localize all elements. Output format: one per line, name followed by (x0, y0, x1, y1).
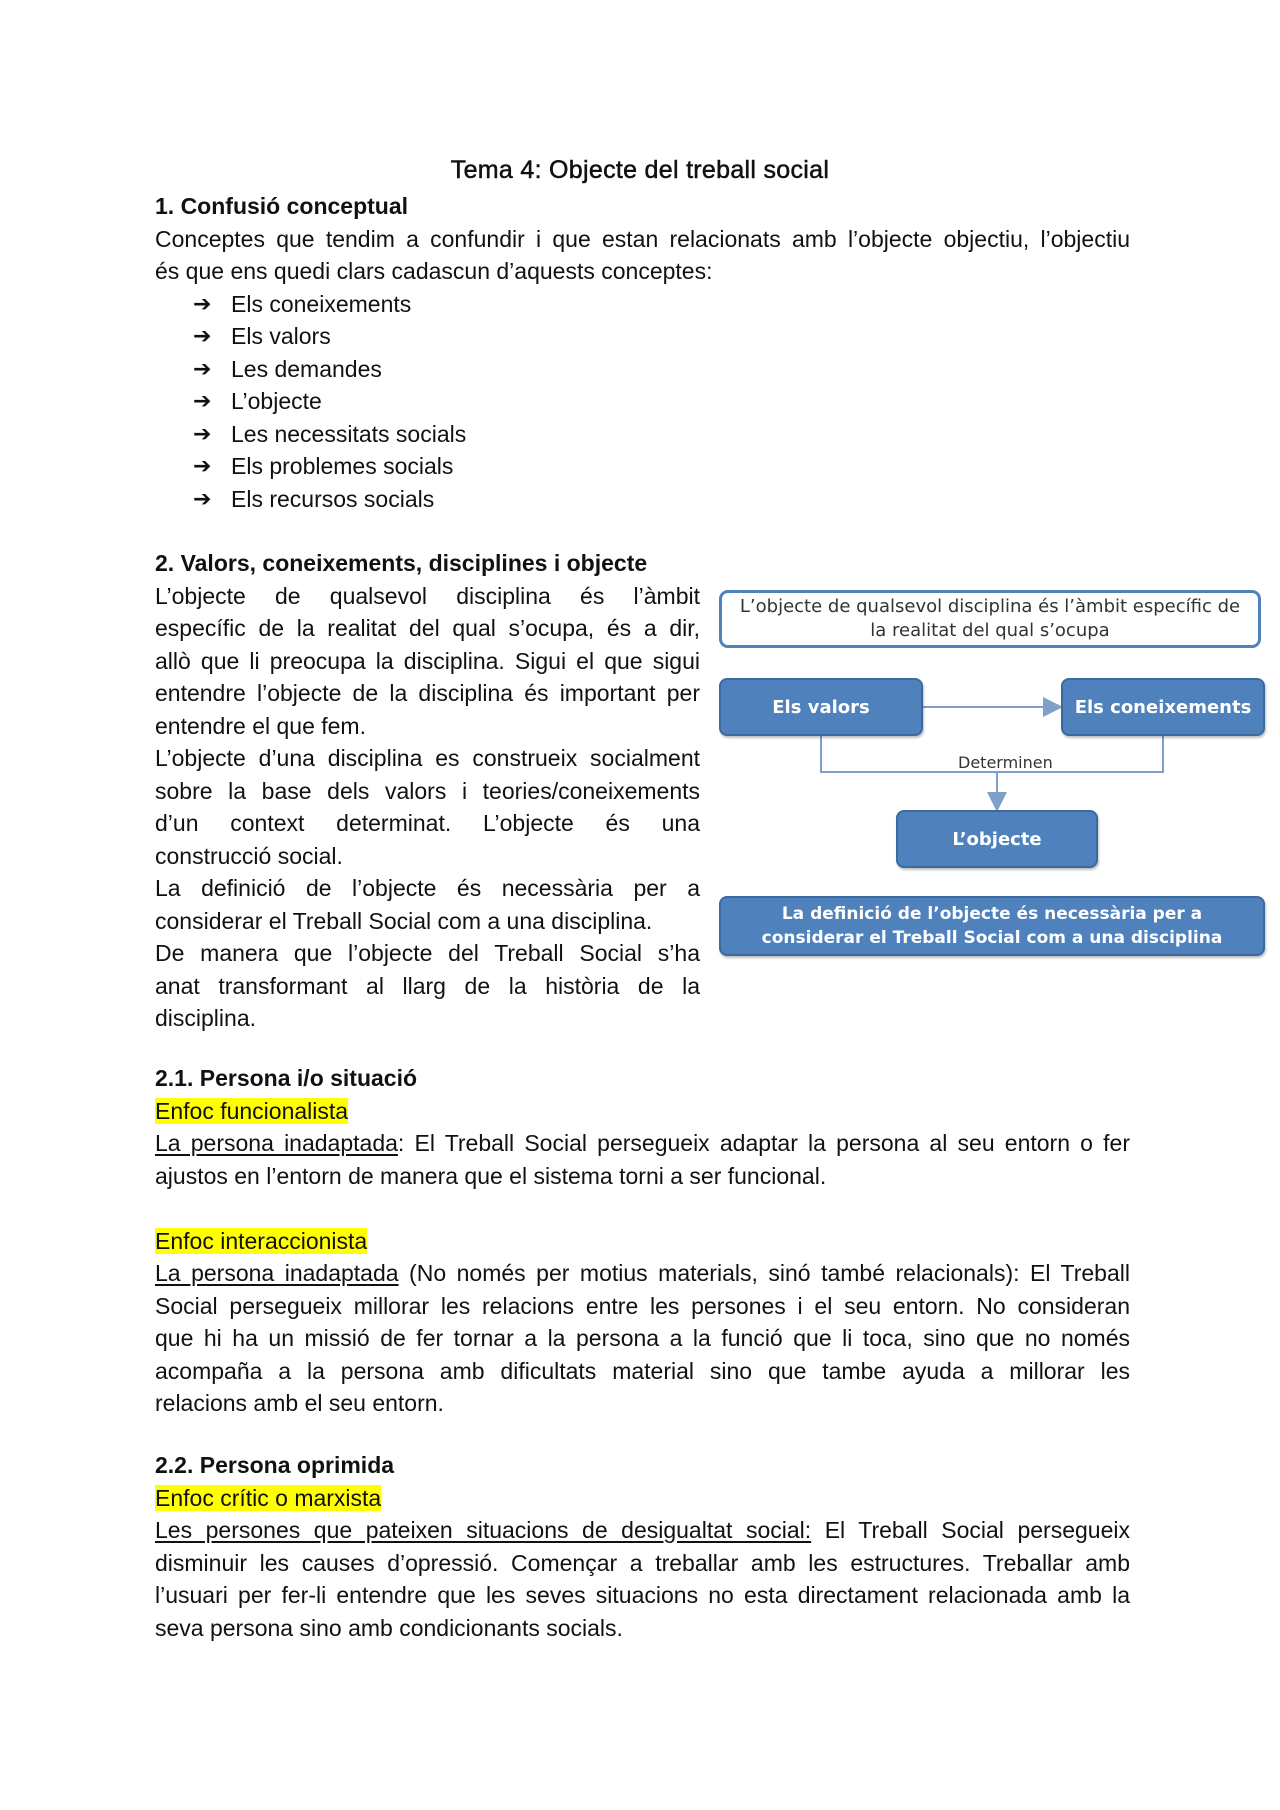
spacer (155, 1192, 1130, 1225)
concept-list-item (155, 418, 1130, 451)
arrow-right-icon: ➔ (193, 420, 212, 446)
objecte-box: L’objecte (896, 810, 1098, 868)
determinen-label: Determinen (958, 753, 1053, 772)
section-2-line: considerar el Treball Social com a una disciplina. (155, 907, 653, 934)
section-2-line: d’un context determinat. L’objecte és una (155, 810, 700, 836)
section-2-line: L’objecte d’una disciplina es construeix socialment (155, 745, 700, 771)
section-2-line: L’objecte de qualsevol disciplina és l’àmbit (155, 582, 700, 609)
concept-list-item (155, 385, 1130, 418)
enfoc-critic-line: disminuir les causes d’opressió. Començar a treballar amb les estructures. Treballar amb (155, 1549, 1130, 1576)
section-2-1 (155, 1062, 1130, 1420)
arrow-right-icon: ➔ (193, 388, 212, 413)
section-1-heading: 1. Confusió conceptual (155, 193, 409, 219)
section-2-line: construcció social. (155, 842, 343, 869)
concept-list (155, 288, 1130, 516)
section-2-line: entendre el que fem. (155, 712, 366, 739)
enfoc-interaccionista-line-1 (155, 1257, 1130, 1290)
section-2-line: específic de la realitat del qual s’ocupa, és a dir, (155, 615, 700, 641)
arrow-right-icon: ➔ (193, 355, 212, 381)
enfoc-critic-last-line: seva persona sino amb condicionants socials. (155, 1614, 623, 1641)
enfoc-funcionalista-line-1-text: : El Treball Social persegueix adaptar la persona al seu entorn o fer (397, 1130, 1131, 1156)
enfoc-critic-line-1 (155, 1514, 1130, 1547)
section-2-line: allò que li preocupa la disciplina. Sigui el que sigui (155, 647, 700, 674)
persona-inadaptada-term-2: La persona inadaptada (155, 1260, 399, 1286)
concept-list-item (155, 353, 1130, 386)
section-2-line: disciplina. (155, 1005, 256, 1031)
section-2-line: sobre la base dels valors i teories/coneixements (155, 777, 700, 804)
enfoc-interaccionista-line: Social persegueix millorar les relacions entre les persones i el seu entorn. No consideran (155, 1292, 1130, 1319)
enfoc-critic-line: l’usuari per fer-li entendre que les seves situacions no esta directament relacionada amb la (155, 1582, 1130, 1608)
concept-list-item (155, 288, 1130, 321)
section-2-2-heading: 2.2. Persona oprimida (155, 1452, 395, 1478)
enfoc-interaccionista-line-1-text: (No només per motius materials, sinó també relacionals): El Treball (398, 1260, 1130, 1286)
section-2-heading: 2. Valors, coneixements, disciplines i objecte (155, 550, 648, 576)
valors-box: Els valors (719, 678, 923, 736)
concept-list-item-text: Les demandes (231, 355, 382, 382)
enfoc-funcionalista-label: Enfoc funcionalista (155, 1097, 349, 1124)
concept-list-item-text: Els coneixements (231, 290, 412, 317)
enfoc-funcionalista-line-1 (155, 1127, 1130, 1160)
conclusion-box: La definició de l’objecte és necessària per a considerar el Treball Social com a una disciplina (719, 896, 1265, 956)
section-2-2 (155, 1449, 1130, 1644)
section-2-line: De manera que l’objecte del Treball Social s’ha (155, 940, 700, 966)
concept-list-item (155, 320, 1130, 353)
persones-desigualtat-term: Les persones que pateixen situacions de desigualtat social: (155, 1517, 812, 1543)
enfoc-critic-line-1-text: El Treball Social persegueix (811, 1517, 1130, 1543)
arrow-right-icon: ➔ (193, 323, 212, 348)
arrow-right-icon: ➔ (193, 290, 212, 316)
enfoc-interaccionista-line: acompaña a la persona amb dificultats material sino que tambe ayuda a millorar les (155, 1357, 1130, 1384)
enfoc-critic-label: Enfoc crític o marxista (155, 1484, 382, 1511)
section-2-1-heading: 2.1. Persona i/o situació (155, 1065, 418, 1091)
enfoc-interaccionista-last-line: relacions amb el seu entorn. (155, 1390, 444, 1416)
enfoc-funcionalista-line-2: ajustos en l’entorn de manera que el sistema torni a ser funcional. (155, 1162, 827, 1189)
section-1-intro-line-2: és que ens quedi clars cadascun d’aquests conceptes: (155, 258, 713, 284)
section-2-line: entendre l’objecte de la disciplina és important per (155, 680, 700, 706)
concept-list-item-text: Els recursos socials (231, 485, 435, 512)
section-2-line: anat transformant al llarg de la història de la (155, 972, 700, 999)
coneixements-box: Els coneixements (1061, 678, 1265, 736)
concept-list-item-text: Els valors (231, 323, 331, 349)
arrow-right-icon: ➔ (193, 485, 212, 511)
objecte-diagram (718, 586, 1270, 962)
concept-list-item (155, 450, 1130, 483)
page-title: Tema 4: Objecte del treball social (450, 156, 830, 184)
section-2-paragraph (155, 580, 700, 1035)
section-1-intro-line-1: Conceptes que tendim a confundir i que estan relacionats amb l’objecte objectiu, l’objectiu (155, 225, 1130, 252)
section-1 (155, 190, 1130, 515)
concept-list-item-text: L’objecte (231, 388, 322, 414)
enfoc-interaccionista-line: que hi ha un missió de fer tornar a la persona a la funció que li toca, sino que no només (155, 1325, 1130, 1351)
definition-box: L’objecte de qualsevol disciplina és l’àmbit específic de la realitat del qual s’ocupa (719, 590, 1261, 648)
concept-list-item-text: Els problemes socials (231, 453, 454, 479)
persona-inadaptada-term: La persona inadaptada (155, 1130, 398, 1156)
arrow-right-icon: ➔ (193, 453, 212, 478)
concept-list-item (155, 483, 1130, 516)
enfoc-interaccionista-body (155, 1290, 1130, 1388)
concept-list-item-text: Les necessitats socials (231, 420, 467, 447)
section-2-line: La definició de l’objecte és necessària per a (155, 875, 700, 901)
enfoc-interaccionista-label: Enfoc interaccionista (155, 1227, 368, 1254)
section-2 (155, 547, 700, 1035)
enfoc-critic-body (155, 1547, 1130, 1612)
